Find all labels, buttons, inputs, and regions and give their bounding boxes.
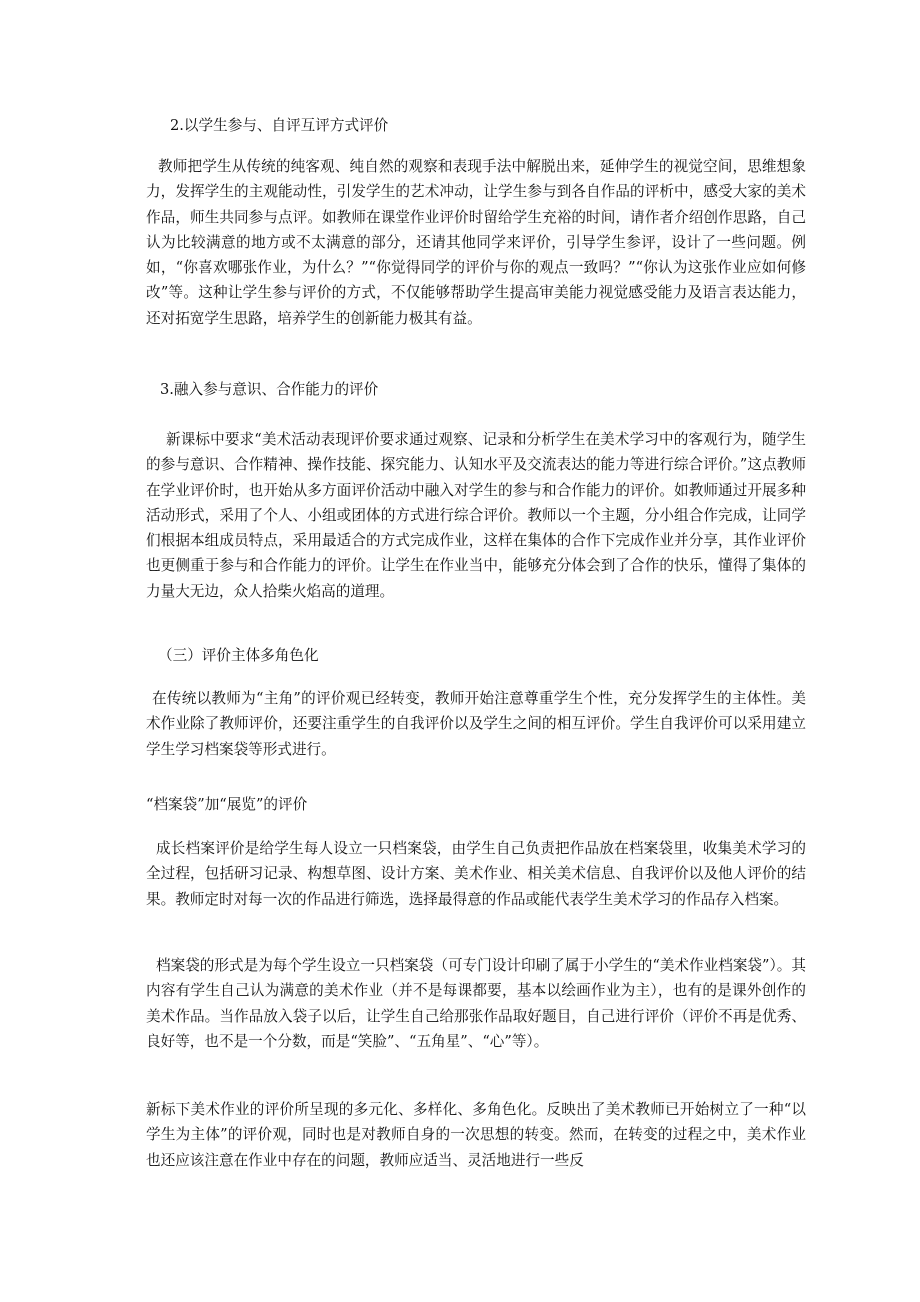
heading-cooperation-ability: 3.融入参与意识、合作能力的评价 — [160, 381, 379, 398]
paragraph-growth-archive: 成长档案评价是给学生每人设立一只档案袋，由学生自己负责把作品放在档案袋里，收集美术学习的全过程，包括研习记录、构想草图、设计方案、美术作业、相关美术信息、自我评价以及他人评价的结果。教师定时对每一次的作品进行筛选，选择最得意的作品或能代表学生美术学习的作品存入档案。 — [146, 840, 806, 908]
heading-multi-role-evaluation: （三）评价主体多角色化 — [158, 647, 319, 664]
paragraph-conclusion: 新标下美术作业的评价所呈现的多元化、多样化、多角色化。反映出了美术教师已开始树立了一种“以学生为主体”的评价观，同时也是对教师自身的一次思想的转变。然而，在转变的过程之中，美术作业也还应该注意在作业中存在的问题，教师应适当、灵活地进行一些反 — [146, 1101, 806, 1169]
paragraph-archive-form: 档案袋的形式是为每个学生设立一只档案袋（可专门设计印刷了属于小学生的“美术作业档案袋”）。其内容有学生自己认为满意的美术作业（并不是每课都要，基本以绘画作业为主），也有的是课外创作的美术作品。当作品放入袋子以后，让学生自己给那张作品取好题目，自己进行评价（评价不再是优秀、良好等，也不是一个分数，而是“笑脸”、“五角星”、“心”等）。 — [146, 957, 806, 1050]
heading-archive-exhibition: “档案袋”加“展览”的评价 — [146, 796, 308, 813]
paragraph-cooperation-ability: 新课标中要求“美术活动表现评价要求通过观察、记录和分析学生在美术学习中的客观行为，随学生的参与意识、合作精神、操作技能、探究能力、认知水平及交流表达的能力等进行综合评价。”这点教师在学业评价时，也开始从多方面评价活动中融入对学生的参与和合作能力的评价。如教师通过开展多种活动形式，采用了个人、小组或团体的方式进行综合评价。教师以一个主题，分小组合作完成，让同学们根据本组成员特点，采用最适合的方式完成作业，这样在集体的合作下完成作业并分享，其作业评价也更侧重于参与和合作能力的评价。让学生在作业当中，能够充分体会到了合作的快乐，懂得了集体的力量大无边，众人拾柴火焰高的道理。 — [146, 431, 806, 600]
paragraph-multi-role-evaluation: 在传统以教师为“主角”的评价观已经转变，教师开始注意尊重学生个性，充分发挥学生的主体性。美术作业除了教师评价，还要注重学生的自我评价以及学生之间的相互评价。学生自我评价可以采用建立学生学习档案袋等形式进行。 — [146, 690, 806, 758]
heading-student-participation: 2.以学生参与、自评互评方式评价 — [170, 117, 389, 134]
paragraph-student-participation: 教师把学生从传统的纯客观、纯自然的观察和表现手法中解脱出来，延伸学生的视觉空间，思维想象力，发挥学生的主观能动性，引发学生的艺术冲动，让学生参与到各自作品的评析中，感受大家的美术作品，师生共同参与点评。如教师在课堂作业评价时留给学生充裕的时间，请作者介绍创作思路，自己认为比较满意的地方或不太满意的部分，还请其他同学来评价，引导学生参评，设计了一些问题。例如，“你喜欢哪张作业，为什么？”“你觉得同学的评价与你的观点一致吗？”“你认为这张作业应如何修改”等。这种让学生参与评价的方式，不仅能够帮助学生提高审美能力视觉感受能力及语言表达能力，还对拓宽学生思路，培养学生的创新能力极其有益。 — [146, 158, 806, 327]
